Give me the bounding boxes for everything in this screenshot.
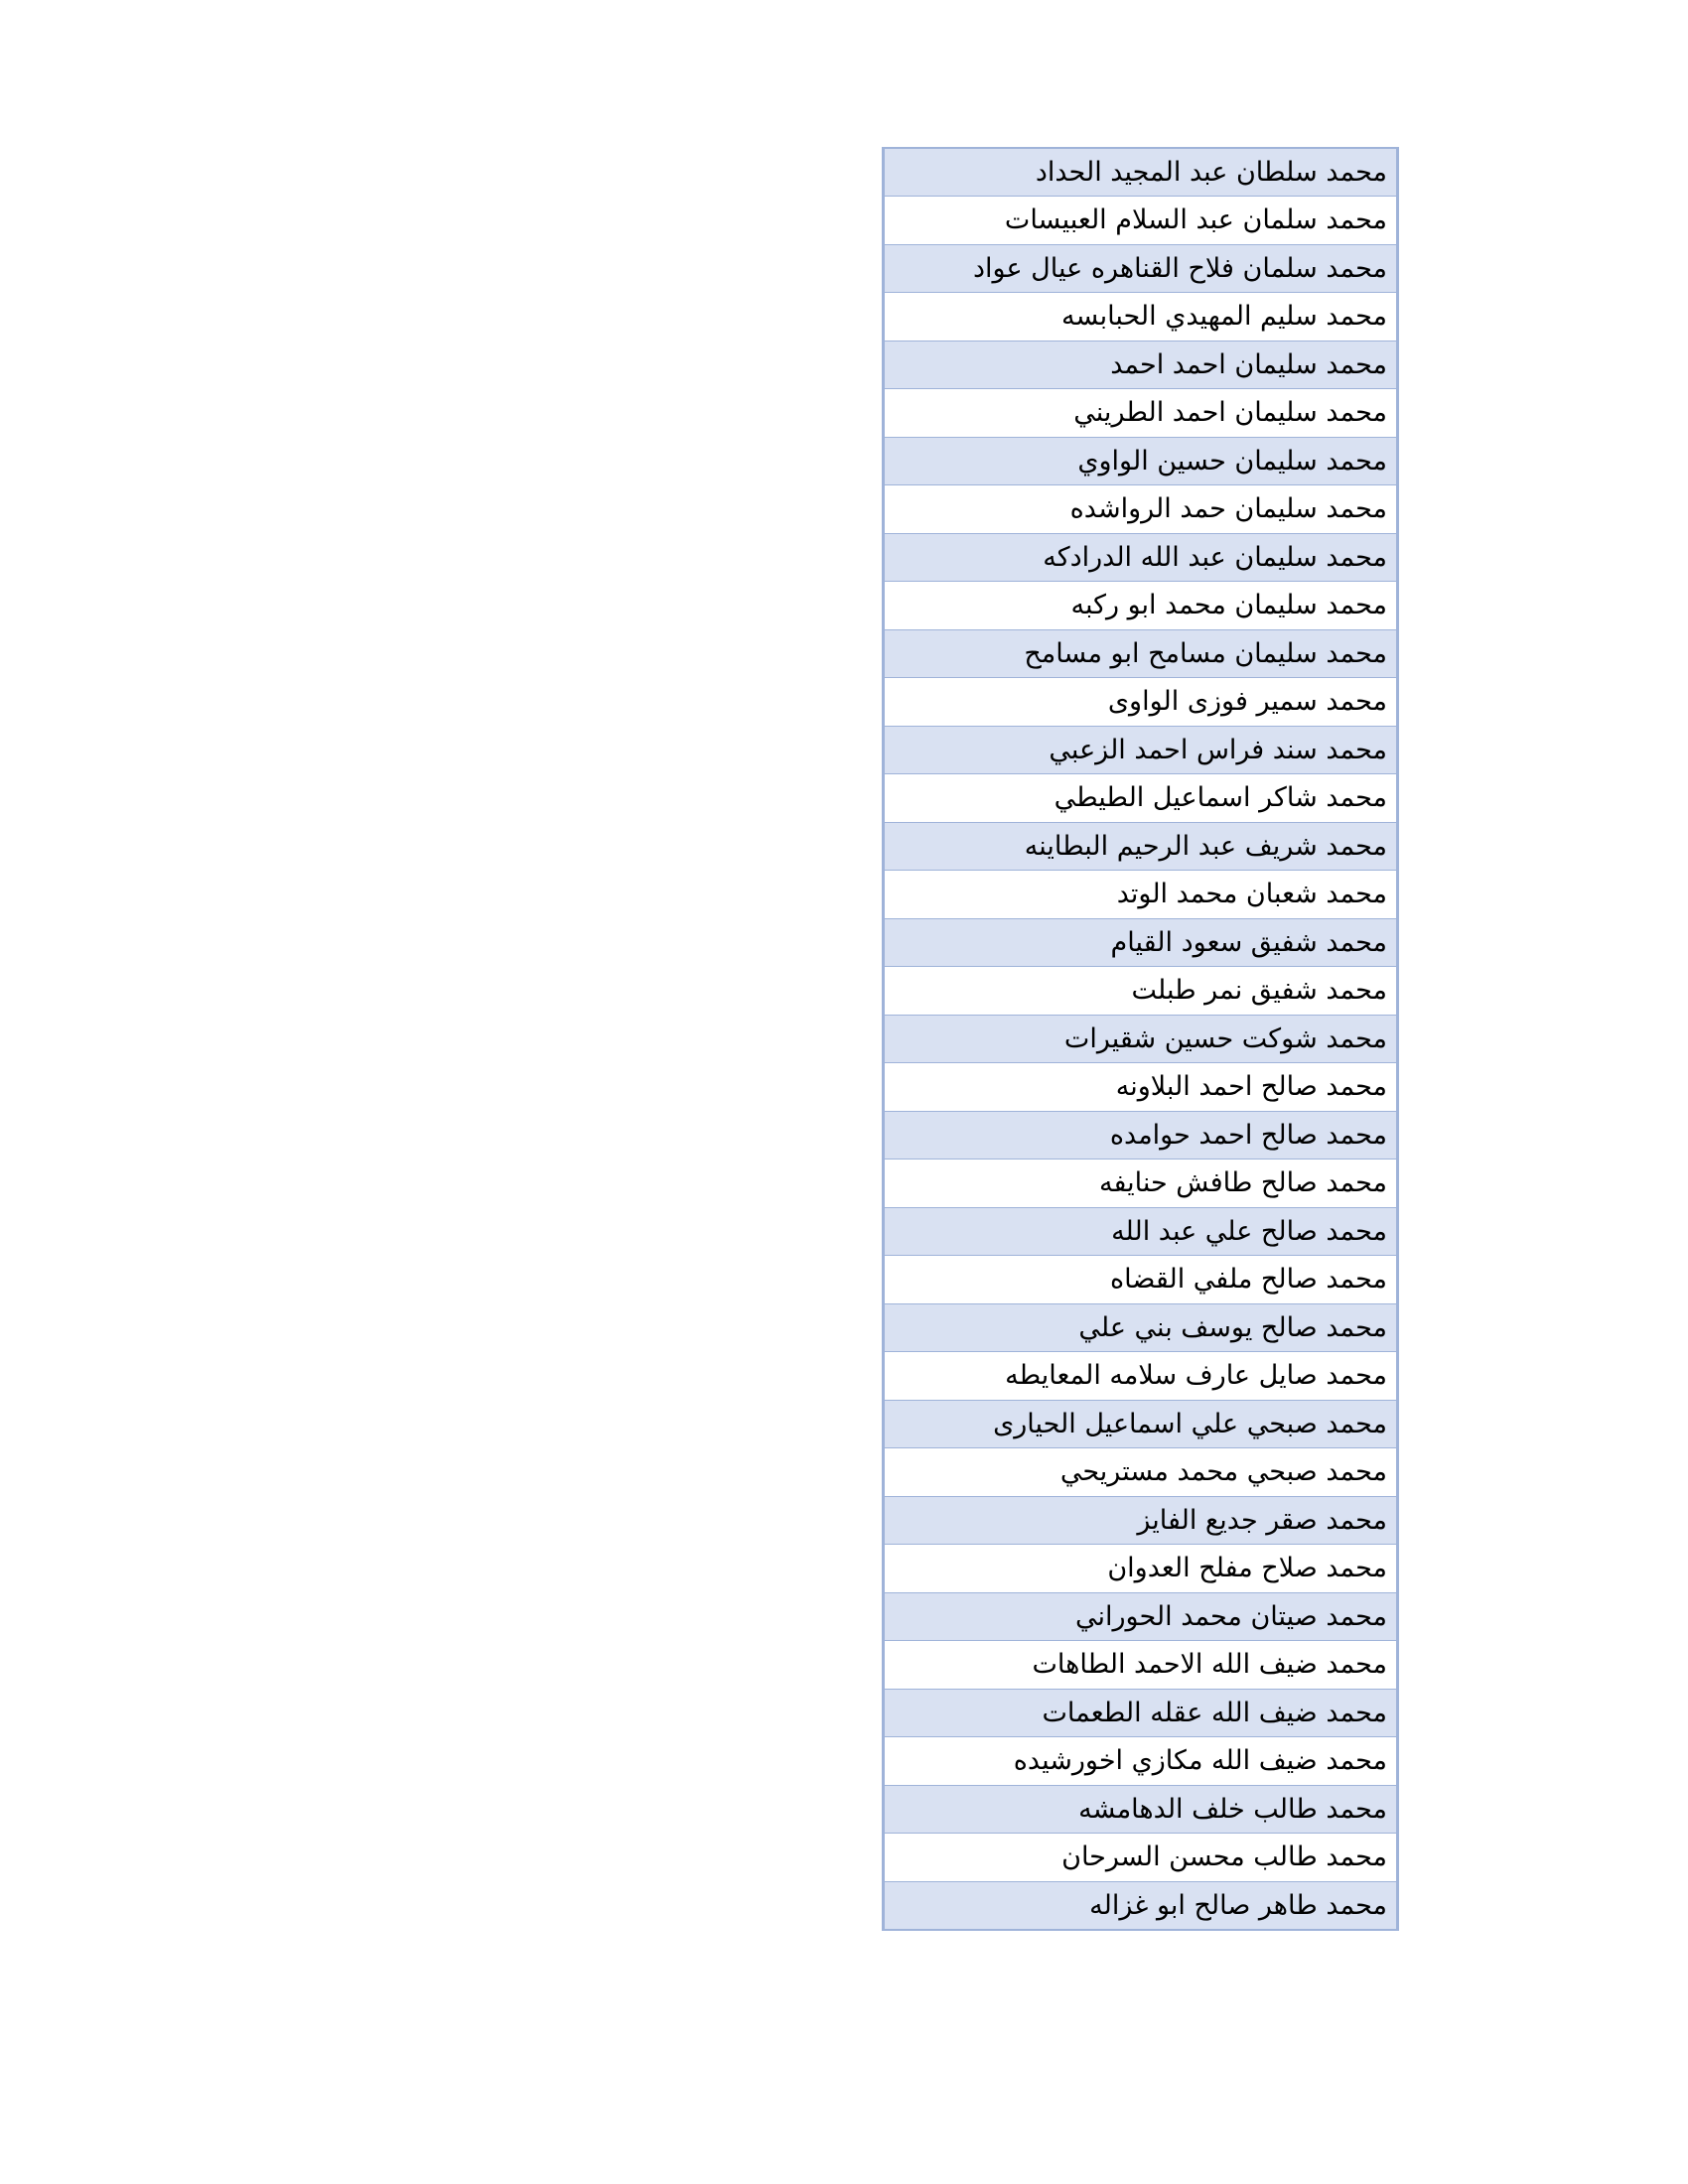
table-row <box>884 1303 1398 1352</box>
table-row <box>884 1160 1398 1208</box>
name-cell: محمد صبحي علي اسماعيل الحيارى <box>884 1400 1398 1448</box>
table-row <box>884 1689 1398 1737</box>
name-cell: محمد صيتان محمد الحوراني <box>884 1592 1398 1641</box>
name-cell: محمد سليمان محمد ابو ركبه <box>884 582 1398 630</box>
table-row <box>884 341 1398 389</box>
table-row <box>884 822 1398 871</box>
name-cell: محمد شفيق سعود القيام <box>884 918 1398 967</box>
names-table <box>882 147 1399 1931</box>
name-cell: محمد سمير فوزى الواوى <box>884 678 1398 727</box>
table-row <box>884 533 1398 582</box>
table-row <box>884 1400 1398 1448</box>
table-row <box>884 1063 1398 1112</box>
name-cell: محمد سلمان فلاح القناهره عيال عواد <box>884 244 1398 293</box>
name-cell: محمد سند فراس احمد الزعبي <box>884 726 1398 774</box>
table-row <box>884 1737 1398 1786</box>
name-cell: محمد سليمان مسامح ابو مسامح <box>884 629 1398 678</box>
table-row <box>884 1111 1398 1160</box>
name-cell: محمد صالح علي عبد الله <box>884 1207 1398 1256</box>
name-cell: محمد صالح يوسف بني علي <box>884 1303 1398 1352</box>
table-row <box>884 1256 1398 1304</box>
name-cell: محمد ضيف الله مكازي اخورشيده <box>884 1737 1398 1786</box>
name-cell: محمد سليمان احمد احمد <box>884 341 1398 389</box>
table-row <box>884 148 1398 197</box>
table-row <box>884 967 1398 1016</box>
name-cell: محمد شاكر اسماعيل الطيطي <box>884 774 1398 823</box>
table-row <box>884 197 1398 245</box>
name-cell: محمد صلاح مفلح العدوان <box>884 1545 1398 1593</box>
names-table-body <box>884 148 1398 1930</box>
name-cell: محمد سليمان حمد الرواشده <box>884 485 1398 534</box>
name-cell: محمد شوكت حسين شقيرات <box>884 1015 1398 1063</box>
table-row <box>884 678 1398 727</box>
name-cell: محمد طالب محسن السرحان <box>884 1834 1398 1882</box>
table-row <box>884 1207 1398 1256</box>
table-row <box>884 1496 1398 1545</box>
name-cell: محمد صبحي محمد مستريحي <box>884 1448 1398 1497</box>
table-row <box>884 1592 1398 1641</box>
table-row <box>884 629 1398 678</box>
table-row <box>884 1641 1398 1690</box>
name-cell: محمد طاهر صالح ابو غزاله <box>884 1881 1398 1930</box>
table-row <box>884 485 1398 534</box>
name-cell: محمد صالح احمد حوامده <box>884 1111 1398 1160</box>
name-cell: محمد صالح طافش حنايفه <box>884 1160 1398 1208</box>
name-cell: محمد شريف عبد الرحيم البطاينه <box>884 822 1398 871</box>
name-cell: محمد سلمان عبد السلام العبيسات <box>884 197 1398 245</box>
table-row <box>884 1881 1398 1930</box>
name-cell: محمد صقر جديع الفايز <box>884 1496 1398 1545</box>
table-row <box>884 918 1398 967</box>
table-row <box>884 1834 1398 1882</box>
name-cell: محمد ضيف الله عقله الطعمات <box>884 1689 1398 1737</box>
table-row <box>884 389 1398 438</box>
name-cell: محمد سليمان عبد الله الدرادكه <box>884 533 1398 582</box>
name-cell: محمد سليمان احمد الطريني <box>884 389 1398 438</box>
table-row <box>884 774 1398 823</box>
table-row <box>884 1015 1398 1063</box>
table-row <box>884 437 1398 485</box>
table-row <box>884 1448 1398 1497</box>
table-row <box>884 293 1398 341</box>
table-row <box>884 1352 1398 1401</box>
name-cell: محمد صالح ملفي القضاه <box>884 1256 1398 1304</box>
name-cell: محمد ضيف الله الاحمد الطاهات <box>884 1641 1398 1690</box>
table-row <box>884 1785 1398 1834</box>
table-row <box>884 871 1398 919</box>
name-cell: محمد شفيق نمر طبلت <box>884 967 1398 1016</box>
name-cell: محمد سليمان حسين الواوي <box>884 437 1398 485</box>
table-row <box>884 244 1398 293</box>
name-cell: محمد سليم المهيدي الحبابسه <box>884 293 1398 341</box>
table-row <box>884 1545 1398 1593</box>
name-cell: محمد شعبان محمد الوتد <box>884 871 1398 919</box>
name-cell: محمد سلطان عبد المجيد الحداد <box>884 148 1398 197</box>
name-cell: محمد طالب خلف الدهامشه <box>884 1785 1398 1834</box>
table-row <box>884 726 1398 774</box>
name-cell: محمد صالح احمد البلاونه <box>884 1063 1398 1112</box>
name-cell: محمد صايل عارف سلامه المعايطه <box>884 1352 1398 1401</box>
table-row <box>884 582 1398 630</box>
